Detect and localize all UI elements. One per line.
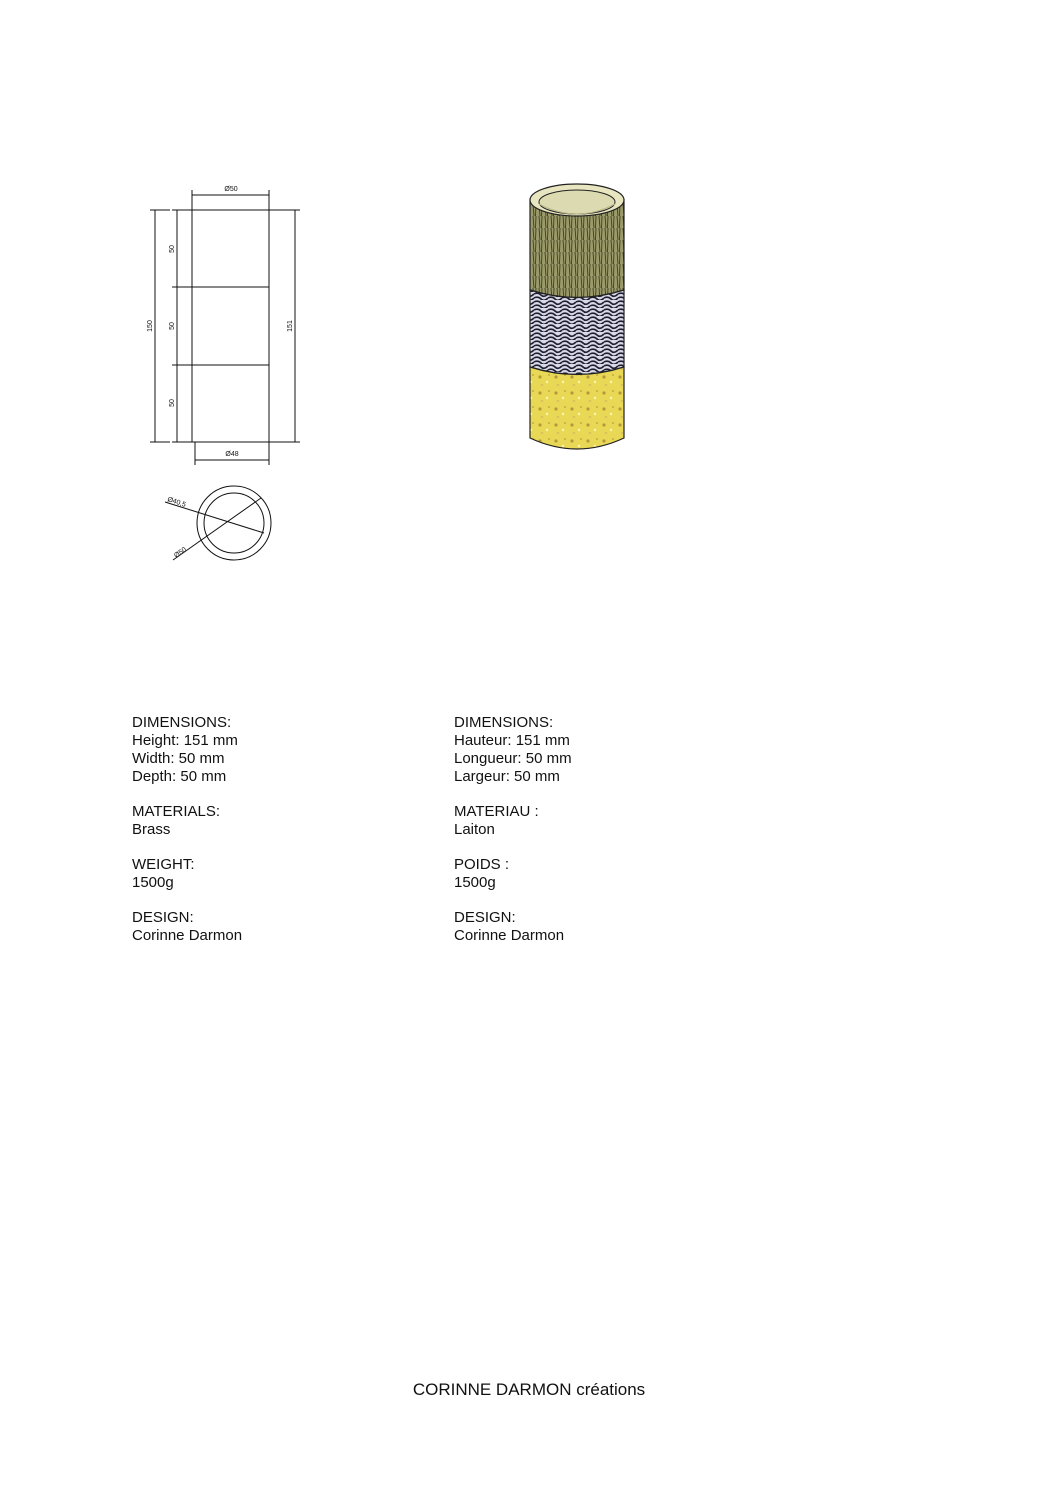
segment-2-label: 50 (169, 322, 176, 330)
height-fr: Hauteur: 151 mm (454, 732, 570, 749)
weight-block-en (132, 856, 242, 892)
design-block-fr (454, 909, 572, 945)
dimensions-heading-fr: DIMENSIONS: (454, 714, 554, 731)
top-diameter-label: Ø50 (224, 186, 238, 193)
materials-value-fr: Laiton (454, 821, 495, 838)
technical-drawing (140, 175, 315, 575)
total-left-label: 150 (147, 320, 154, 332)
design-block-en (132, 909, 242, 945)
depth-fr: Largeur: 50 mm (454, 768, 560, 785)
inner-diameter-label: Ø40,5 (166, 496, 187, 509)
cylinder-outline (192, 210, 269, 442)
specs-french (454, 714, 572, 962)
dimensions-block-en (132, 714, 242, 786)
product-render-svg (520, 180, 635, 460)
design-value-fr: Corinne Darmon (454, 927, 565, 944)
band-bottom (530, 367, 624, 449)
design-heading-en: DESIGN: (132, 909, 194, 926)
height-en: Height: 151 mm (132, 732, 238, 749)
segment-1-label: 50 (169, 245, 176, 253)
dimensions-block-fr (454, 714, 572, 786)
segment-3-label: 50 (169, 399, 176, 407)
dimensions-heading-en: DIMENSIONS: (132, 714, 232, 731)
depth-en: Depth: 50 mm (132, 768, 227, 785)
materials-block-en (132, 803, 242, 839)
width-en: Width: 50 mm (132, 750, 225, 767)
design-heading-fr: DESIGN: (454, 909, 516, 926)
weight-heading-fr: POIDS : (454, 856, 510, 873)
specs-english (132, 714, 242, 962)
bottom-diameter-label: Ø48 (225, 451, 239, 458)
materials-heading-fr: MATERIAU : (454, 803, 539, 820)
outer-circle (197, 486, 271, 560)
product-render (520, 180, 635, 460)
top-opening (539, 190, 615, 214)
weight-value-fr: 1500g (454, 874, 496, 891)
width-fr: Longueur: 50 mm (454, 750, 572, 767)
materials-block-fr (454, 803, 572, 839)
band-middle (530, 290, 624, 375)
materials-heading-en: MATERIALS: (132, 803, 221, 820)
outer-diameter-label: Ø50 (173, 546, 188, 560)
footer-brand: CORINNE DARMON créations (412, 1380, 646, 1399)
technical-drawing-svg (140, 175, 315, 575)
total-right-label: 151 (287, 320, 294, 332)
materials-value-en: Brass (132, 821, 171, 838)
weight-value-en: 1500g (132, 874, 174, 891)
weight-heading-en: WEIGHT: (132, 856, 195, 873)
weight-block-fr (454, 856, 572, 892)
design-value-en: Corinne Darmon (132, 927, 243, 944)
